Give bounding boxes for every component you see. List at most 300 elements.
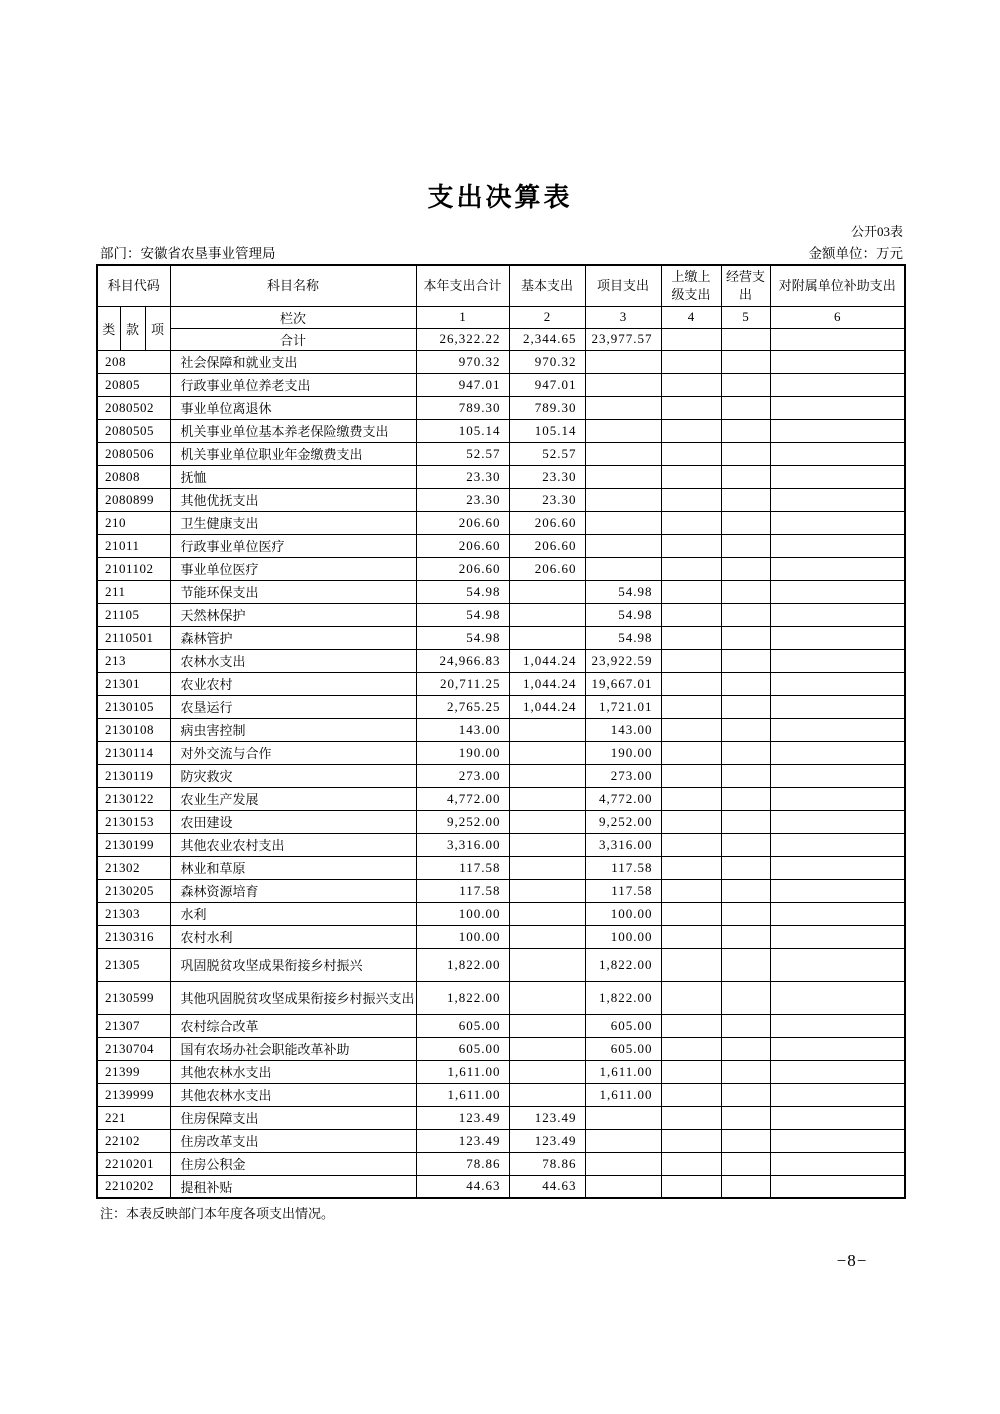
- cell-code: 22102: [97, 1129, 170, 1152]
- cell-code: 2130119: [97, 764, 170, 787]
- cell-upper: [661, 1175, 721, 1198]
- cell-subsidy: [770, 396, 905, 419]
- cell-project: 23,922.59: [585, 649, 661, 672]
- table-row: [97, 672, 905, 695]
- cell-operating: [721, 833, 770, 856]
- header-col-upper: 上缴上级支出: [661, 265, 721, 306]
- cell-name: 住房保障支出: [170, 1106, 416, 1129]
- cell-subsidy: [770, 649, 905, 672]
- table-row: [97, 1175, 905, 1198]
- cell-operating: [721, 1014, 770, 1037]
- table-row: [97, 981, 905, 1014]
- table-row: [97, 580, 905, 603]
- cell-total: 206.60: [416, 511, 509, 534]
- cell-subsidy: [770, 442, 905, 465]
- cell-basic: [509, 902, 585, 925]
- cell-upper: [661, 442, 721, 465]
- cell-project: 117.58: [585, 856, 661, 879]
- cell-subsidy: [770, 511, 905, 534]
- cell-operating: [721, 695, 770, 718]
- lanci-2: 2: [509, 306, 585, 328]
- cell-total: 54.98: [416, 626, 509, 649]
- cell-code: 20808: [97, 465, 170, 488]
- cell-subsidy: [770, 1129, 905, 1152]
- cell-upper: [661, 764, 721, 787]
- total-row: [97, 328, 905, 350]
- meta-row: [100, 242, 903, 262]
- header-col-operating: 经营支出: [721, 265, 770, 306]
- cell-subsidy: [770, 1106, 905, 1129]
- cell-name: 抚恤: [170, 465, 416, 488]
- cell-operating: [721, 981, 770, 1014]
- cell-name: 住房改革支出: [170, 1129, 416, 1152]
- cell-subsidy: [770, 465, 905, 488]
- cell-operating: [721, 764, 770, 787]
- cell-project: 273.00: [585, 764, 661, 787]
- table-row: [97, 810, 905, 833]
- cell-project: 605.00: [585, 1037, 661, 1060]
- lanci-1: 1: [416, 306, 509, 328]
- cell-basic: [509, 580, 585, 603]
- cell-subsidy: [770, 810, 905, 833]
- cell-name: 其他农林水支出: [170, 1083, 416, 1106]
- cell-operating: [721, 1083, 770, 1106]
- cell-total: 105.14: [416, 419, 509, 442]
- cell-total: 947.01: [416, 373, 509, 396]
- cell-upper: [661, 1083, 721, 1106]
- cell-upper: [661, 695, 721, 718]
- cell-total: 20,711.25: [416, 672, 509, 695]
- cell-code: 2101102: [97, 557, 170, 580]
- cell-project: 100.00: [585, 902, 661, 925]
- cell-code: 21011: [97, 534, 170, 557]
- cell-project: 3,316.00: [585, 833, 661, 856]
- cell-subsidy: [770, 718, 905, 741]
- cell-code: 211: [97, 580, 170, 603]
- cell-upper: [661, 1106, 721, 1129]
- cell-operating: [721, 741, 770, 764]
- cell-subsidy: [770, 981, 905, 1014]
- cell-total: 123.49: [416, 1106, 509, 1129]
- cell-code: 2080506: [97, 442, 170, 465]
- cell-basic: [509, 948, 585, 981]
- table-row: [97, 879, 905, 902]
- cell-name: 其他农林水支出: [170, 1060, 416, 1083]
- cell-name: 对外交流与合作: [170, 741, 416, 764]
- cell-operating: [721, 1152, 770, 1175]
- cell-project: 9,252.00: [585, 810, 661, 833]
- cell-upper: [661, 902, 721, 925]
- expenditure-table: [96, 264, 906, 1199]
- cell-basic: 206.60: [509, 534, 585, 557]
- cell-name: 机关事业单位职业年金缴费支出: [170, 442, 416, 465]
- table-row: [97, 902, 905, 925]
- cell-upper: [661, 488, 721, 511]
- table-row: [97, 1129, 905, 1152]
- header-sub-item: 项: [145, 306, 170, 350]
- cell-name: 农村综合改革: [170, 1014, 416, 1037]
- cell-subsidy: [770, 626, 905, 649]
- cell-operating: [721, 1129, 770, 1152]
- cell-basic: [509, 833, 585, 856]
- lanci-6: 6: [770, 306, 905, 328]
- cell-operating: [721, 396, 770, 419]
- cell-code: 210: [97, 511, 170, 534]
- cell-project: [585, 1129, 661, 1152]
- cell-basic: 52.57: [509, 442, 585, 465]
- cell-operating: [721, 603, 770, 626]
- table-row: [97, 465, 905, 488]
- cell-subsidy: [770, 787, 905, 810]
- table-row: [97, 764, 905, 787]
- cell-code: 2110501: [97, 626, 170, 649]
- cell-upper: [661, 833, 721, 856]
- table-row: [97, 1083, 905, 1106]
- table-row: [97, 741, 905, 764]
- cell-name: 其他优抚支出: [170, 488, 416, 511]
- page-title: 支出决算表: [427, 182, 573, 212]
- form-label: 公开03表: [850, 224, 903, 239]
- cell-total: 117.58: [416, 879, 509, 902]
- cell-operating: [721, 787, 770, 810]
- cell-code: 21399: [97, 1060, 170, 1083]
- cell-name: 森林管护: [170, 626, 416, 649]
- cell-subsidy: [770, 948, 905, 981]
- cell-total: 1,611.00: [416, 1060, 509, 1083]
- header-col-basic: 基本支出: [509, 265, 585, 306]
- total-value-upper: [661, 328, 721, 350]
- cell-total: 206.60: [416, 557, 509, 580]
- cell-basic: [509, 1060, 585, 1083]
- cell-project: [585, 373, 661, 396]
- cell-basic: [509, 856, 585, 879]
- table-row: [97, 1106, 905, 1129]
- cell-operating: [721, 1175, 770, 1198]
- cell-operating: [721, 718, 770, 741]
- cell-basic: [509, 718, 585, 741]
- cell-name: 农业生产发展: [170, 787, 416, 810]
- table-row: [97, 695, 905, 718]
- total-label: 合计: [170, 328, 416, 350]
- cell-total: 190.00: [416, 741, 509, 764]
- cell-basic: [509, 603, 585, 626]
- header-sub-class: 类: [97, 306, 120, 350]
- table-row: [97, 1014, 905, 1037]
- cell-basic: [509, 1037, 585, 1060]
- cell-upper: [661, 1060, 721, 1083]
- table-row: [97, 948, 905, 981]
- cell-total: 143.00: [416, 718, 509, 741]
- cell-name: 森林资源培育: [170, 879, 416, 902]
- cell-name: 社会保障和就业支出: [170, 350, 416, 373]
- cell-project: [585, 1152, 661, 1175]
- cell-name: 国有农场办社会职能改革补助: [170, 1037, 416, 1060]
- cell-subsidy: [770, 879, 905, 902]
- cell-upper: [661, 557, 721, 580]
- cell-name: 卫生健康支出: [170, 511, 416, 534]
- table-row: [97, 1152, 905, 1175]
- table-row: [97, 856, 905, 879]
- table-row: [97, 488, 905, 511]
- cell-basic: 123.49: [509, 1129, 585, 1152]
- cell-basic: [509, 764, 585, 787]
- cell-total: 206.60: [416, 534, 509, 557]
- total-value-total: 26,322.22: [416, 328, 509, 350]
- cell-code: 2139999: [97, 1083, 170, 1106]
- cell-basic: [509, 626, 585, 649]
- cell-operating: [721, 649, 770, 672]
- cell-project: 605.00: [585, 1014, 661, 1037]
- cell-basic: [509, 1083, 585, 1106]
- lanci-5: 5: [721, 306, 770, 328]
- cell-project: [585, 557, 661, 580]
- table-row: [97, 396, 905, 419]
- cell-subsidy: [770, 419, 905, 442]
- cell-project: 117.58: [585, 879, 661, 902]
- cell-operating: [721, 810, 770, 833]
- total-value-operating: [721, 328, 770, 350]
- table-row: [97, 603, 905, 626]
- table-row: [97, 626, 905, 649]
- cell-upper: [661, 373, 721, 396]
- page-number: −8−: [836, 1251, 868, 1270]
- cell-operating: [721, 1060, 770, 1083]
- cell-code: 2130205: [97, 879, 170, 902]
- cell-code: 21302: [97, 856, 170, 879]
- cell-upper: [661, 1014, 721, 1037]
- cell-basic: 23.30: [509, 488, 585, 511]
- table-row: [97, 442, 905, 465]
- cell-subsidy: [770, 557, 905, 580]
- table-row: [97, 557, 905, 580]
- cell-subsidy: [770, 1037, 905, 1060]
- cell-basic: 970.32: [509, 350, 585, 373]
- cell-subsidy: [770, 1060, 905, 1083]
- cell-basic: 44.63: [509, 1175, 585, 1198]
- cell-subsidy: [770, 833, 905, 856]
- cell-project: 54.98: [585, 626, 661, 649]
- cell-code: 2130599: [97, 981, 170, 1014]
- header-row-main: [97, 265, 905, 306]
- cell-name: 防灾救灾: [170, 764, 416, 787]
- cell-code: 21105: [97, 603, 170, 626]
- cell-project: [585, 1175, 661, 1198]
- cell-name: 天然林保护: [170, 603, 416, 626]
- cell-project: 54.98: [585, 580, 661, 603]
- cell-upper: [661, 1129, 721, 1152]
- cell-upper: [661, 511, 721, 534]
- cell-basic: [509, 741, 585, 764]
- table-row: [97, 787, 905, 810]
- cell-project: [585, 465, 661, 488]
- table-row: [97, 534, 905, 557]
- cell-total: 2,765.25: [416, 695, 509, 718]
- cell-project: 4,772.00: [585, 787, 661, 810]
- cell-name: 农村水利: [170, 925, 416, 948]
- cell-subsidy: [770, 1083, 905, 1106]
- cell-name: 病虫害控制: [170, 718, 416, 741]
- table-row: [97, 1060, 905, 1083]
- cell-name: 农垦运行: [170, 695, 416, 718]
- table-row: [97, 511, 905, 534]
- cell-project: [585, 396, 661, 419]
- department-label: 部门：安徽省农垦事业管理局: [100, 246, 276, 261]
- cell-subsidy: [770, 373, 905, 396]
- cell-total: 970.32: [416, 350, 509, 373]
- cell-project: 143.00: [585, 718, 661, 741]
- header-subject-code: 科目代码: [97, 265, 170, 306]
- cell-code: 2210201: [97, 1152, 170, 1175]
- cell-project: 1,611.00: [585, 1060, 661, 1083]
- cell-code: 2130704: [97, 1037, 170, 1060]
- cell-name: 行政事业单位医疗: [170, 534, 416, 557]
- cell-total: 24,966.83: [416, 649, 509, 672]
- cell-operating: [721, 1106, 770, 1129]
- cell-total: 23.30: [416, 488, 509, 511]
- cell-subsidy: [770, 1152, 905, 1175]
- cell-total: 273.00: [416, 764, 509, 787]
- header-col-subsidy: 对附属单位补助支出: [770, 265, 905, 306]
- table-body: [97, 350, 905, 1198]
- cell-operating: [721, 442, 770, 465]
- cell-code: 221: [97, 1106, 170, 1129]
- header-sub-section: 款: [120, 306, 145, 350]
- cell-upper: [661, 718, 721, 741]
- cell-subsidy: [770, 764, 905, 787]
- cell-name: 机关事业单位基本养老保险缴费支出: [170, 419, 416, 442]
- header-col-project: 项目支出: [585, 265, 661, 306]
- cell-total: 605.00: [416, 1037, 509, 1060]
- cell-subsidy: [770, 350, 905, 373]
- cell-code: 2130316: [97, 925, 170, 948]
- total-value-basic: 2,344.65: [509, 328, 585, 350]
- cell-name: 其他巩固脱贫攻坚成果衔接乡村振兴支出: [170, 981, 416, 1014]
- cell-operating: [721, 879, 770, 902]
- table-row: [97, 718, 905, 741]
- cell-upper: [661, 419, 721, 442]
- unit-label: 金额单位：万元: [808, 246, 903, 261]
- cell-name: 住房公积金: [170, 1152, 416, 1175]
- cell-total: 52.57: [416, 442, 509, 465]
- cell-subsidy: [770, 580, 905, 603]
- cell-subsidy: [770, 902, 905, 925]
- cell-upper: [661, 534, 721, 557]
- cell-project: [585, 511, 661, 534]
- cell-basic: 123.49: [509, 1106, 585, 1129]
- cell-operating: [721, 465, 770, 488]
- cell-code: 2210202: [97, 1175, 170, 1198]
- cell-total: 605.00: [416, 1014, 509, 1037]
- cell-operating: [721, 1037, 770, 1060]
- cell-project: 1,611.00: [585, 1083, 661, 1106]
- cell-project: [585, 534, 661, 557]
- cell-total: 789.30: [416, 396, 509, 419]
- cell-name: 巩固脱贫攻坚成果衔接乡村振兴: [170, 948, 416, 981]
- cell-basic: 1,044.24: [509, 672, 585, 695]
- cell-total: 100.00: [416, 925, 509, 948]
- cell-total: 1,822.00: [416, 948, 509, 981]
- cell-name: 提租补贴: [170, 1175, 416, 1198]
- table-row: [97, 373, 905, 396]
- cell-basic: 23.30: [509, 465, 585, 488]
- cell-basic: [509, 925, 585, 948]
- cell-name: 行政事业单位养老支出: [170, 373, 416, 396]
- cell-upper: [661, 649, 721, 672]
- cell-code: 2080899: [97, 488, 170, 511]
- cell-code: 21305: [97, 948, 170, 981]
- cell-code: 2080505: [97, 419, 170, 442]
- cell-upper: [661, 810, 721, 833]
- cell-basic: 947.01: [509, 373, 585, 396]
- cell-name: 农业农村: [170, 672, 416, 695]
- cell-name: 水利: [170, 902, 416, 925]
- header-subject-name: 科目名称: [170, 265, 416, 306]
- cell-operating: [721, 672, 770, 695]
- cell-code: 20805: [97, 373, 170, 396]
- table-row: [97, 925, 905, 948]
- cell-project: [585, 442, 661, 465]
- cell-basic: 1,044.24: [509, 695, 585, 718]
- cell-operating: [721, 419, 770, 442]
- cell-operating: [721, 902, 770, 925]
- cell-name: 事业单位离退休: [170, 396, 416, 419]
- cell-name: 事业单位医疗: [170, 557, 416, 580]
- cell-subsidy: [770, 1014, 905, 1037]
- cell-upper: [661, 925, 721, 948]
- cell-total: 9,252.00: [416, 810, 509, 833]
- cell-upper: [661, 856, 721, 879]
- table-row: [97, 419, 905, 442]
- cell-total: 117.58: [416, 856, 509, 879]
- cell-operating: [721, 856, 770, 879]
- cell-operating: [721, 626, 770, 649]
- total-value-project: 23,977.57: [585, 328, 661, 350]
- cell-subsidy: [770, 534, 905, 557]
- table-row: [97, 1037, 905, 1060]
- cell-project: [585, 350, 661, 373]
- cell-code: 2130153: [97, 810, 170, 833]
- cell-code: 21301: [97, 672, 170, 695]
- cell-upper: [661, 1037, 721, 1060]
- cell-name: 其他农业农村支出: [170, 833, 416, 856]
- table-note: 注：本表反映部门本年度各项支出情况。: [100, 1206, 335, 1221]
- cell-code: 208: [97, 350, 170, 373]
- cell-upper: [661, 787, 721, 810]
- cell-subsidy: [770, 488, 905, 511]
- cell-code: 2130105: [97, 695, 170, 718]
- cell-code: 2080502: [97, 396, 170, 419]
- cell-code: 2130114: [97, 741, 170, 764]
- cell-project: 1,822.00: [585, 948, 661, 981]
- lanci-3: 3: [585, 306, 661, 328]
- cell-total: 54.98: [416, 603, 509, 626]
- lanci-4: 4: [661, 306, 721, 328]
- cell-name: 农林水支出: [170, 649, 416, 672]
- cell-operating: [721, 488, 770, 511]
- cell-operating: [721, 373, 770, 396]
- cell-project: 54.98: [585, 603, 661, 626]
- table-row: [97, 649, 905, 672]
- cell-upper: [661, 741, 721, 764]
- cell-project: 1,721.01: [585, 695, 661, 718]
- cell-total: 23.30: [416, 465, 509, 488]
- cell-upper: [661, 350, 721, 373]
- cell-code: 213: [97, 649, 170, 672]
- cell-basic: 206.60: [509, 511, 585, 534]
- cell-subsidy: [770, 603, 905, 626]
- cell-total: 78.86: [416, 1152, 509, 1175]
- cell-operating: [721, 580, 770, 603]
